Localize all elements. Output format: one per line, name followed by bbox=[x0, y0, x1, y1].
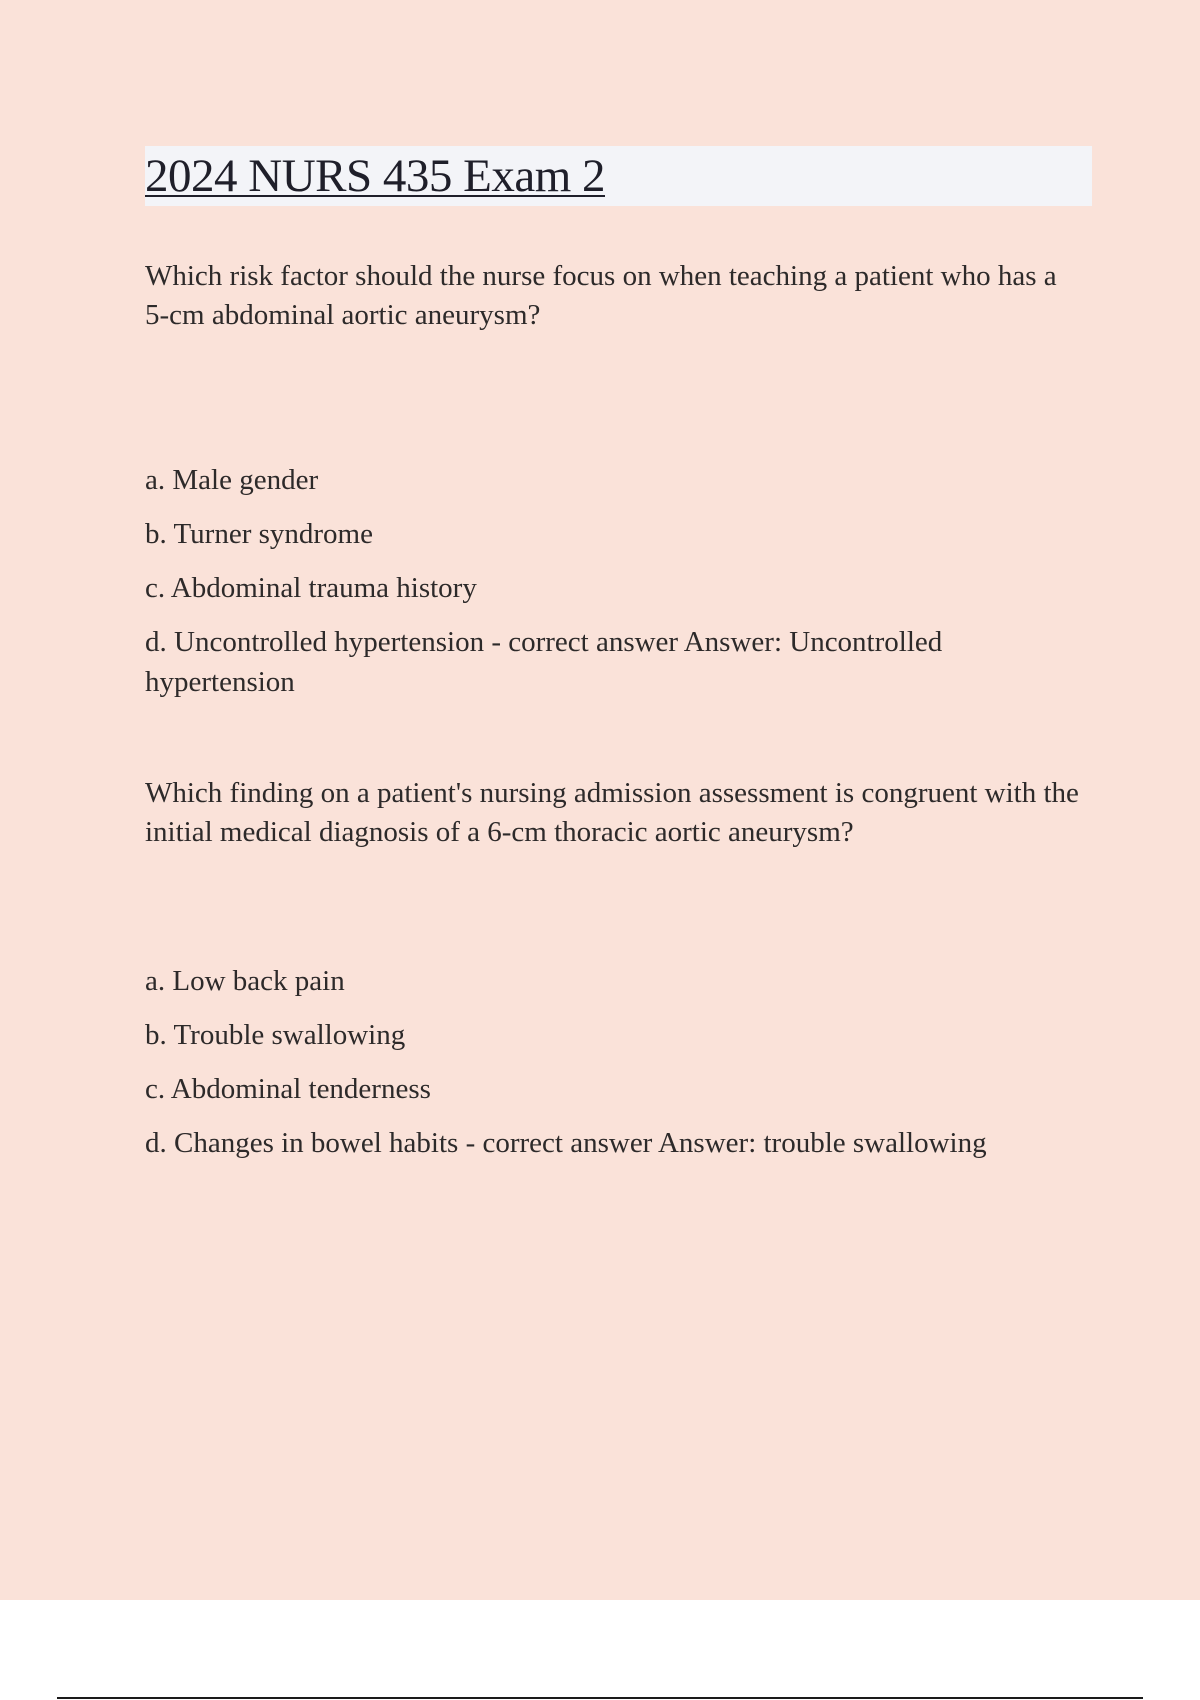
question-2-option-d: d. Changes in bowel habits - correct answer Answer: trouble swallowing bbox=[145, 1127, 987, 1159]
question-2-option-a: a. Low back pain bbox=[145, 965, 345, 997]
question-2-options bbox=[145, 961, 1085, 1177]
footer-divider bbox=[57, 1697, 1143, 1699]
question-1-options bbox=[145, 460, 1085, 716]
question-1-text: Which risk factor should the nurse focus on when teaching a patient who has a 5-cm abdominal aortic aneurysm? bbox=[145, 260, 1057, 331]
question-1-option-c: c. Abdominal trauma history bbox=[145, 572, 477, 604]
question-2-option-b: b. Trouble swallowing bbox=[145, 1019, 406, 1051]
question-1-option-a: a. Male gender bbox=[145, 464, 319, 496]
question-1-option-d: d. Uncontrolled hypertension - correct answer Answer: Uncontrolled hypertension bbox=[145, 626, 943, 698]
document-title: 2024 NURS 435 Exam 2 bbox=[145, 150, 605, 202]
question-2-text: Which finding on a patient's nursing admission assessment is congruent with the initial medical diagnosis of a 6-cm thoracic aortic aneurysm? bbox=[145, 777, 1079, 848]
question-1-option-b: b. Turner syndrome bbox=[145, 518, 373, 550]
question-2-option-c: c. Abdominal tenderness bbox=[145, 1073, 431, 1105]
